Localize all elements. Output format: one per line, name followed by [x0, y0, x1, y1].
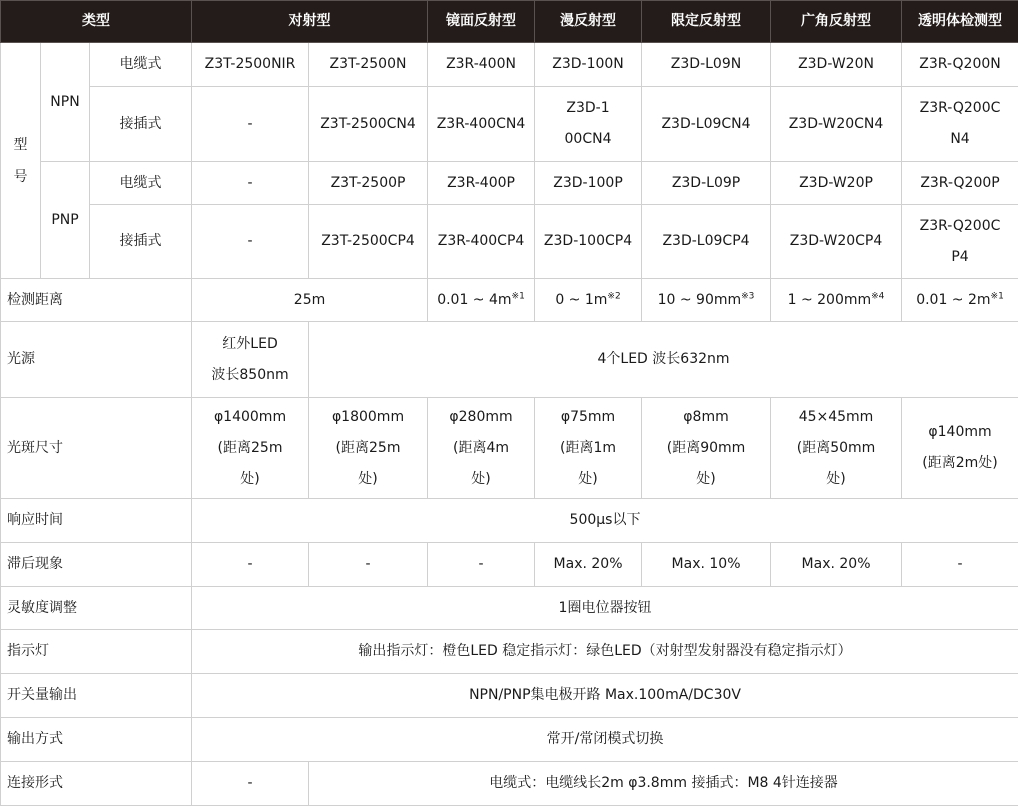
- footnote-mark: ※3: [741, 291, 754, 301]
- cell-line: 处): [240, 471, 259, 487]
- table-cell: [642, 398, 771, 499]
- table-row: [1, 674, 1018, 718]
- table-cell: -: [309, 543, 428, 587]
- table-cell: 常开/常闭模式切换: [192, 718, 1018, 762]
- cell-line: (距离50mm: [797, 440, 876, 456]
- table-cell: Z3R-400P: [428, 162, 535, 205]
- header-row: [1, 1, 1018, 43]
- header-retro: 镜面反射型: [428, 1, 535, 43]
- cell-line: (距离90mm: [667, 440, 746, 456]
- table-cell: -: [428, 543, 535, 587]
- cell-line: φ1400mm: [214, 409, 286, 425]
- cell-line: Z3R-Q200CP4: [916, 211, 1004, 273]
- table-cell: Z3R-400N: [428, 43, 535, 87]
- pnp-plug-label: 接插式: [90, 205, 192, 279]
- table-cell: [428, 279, 535, 322]
- pnp-cable-label: 电缆式: [90, 162, 192, 205]
- table-cell: NPN/PNP集电极开路 Max.100mA/DC30V: [192, 674, 1018, 718]
- table-cell: -: [192, 162, 309, 205]
- spot-size-label: 光斑尺寸: [1, 398, 192, 499]
- cell-text: 10 ~ 90mm: [658, 292, 742, 308]
- header-limited: 限定反射型: [642, 1, 771, 43]
- table-cell: Z3R-Q200P: [902, 162, 1018, 205]
- header-wide: 广角反射型: [771, 1, 902, 43]
- table-cell: -: [902, 543, 1018, 587]
- cell-line: φ140mm: [928, 424, 991, 440]
- table-cell: Z3T-2500N: [309, 43, 428, 87]
- table-cell: Z3D-W20CN4: [771, 87, 902, 162]
- connection-label: 连接形式: [1, 762, 192, 806]
- cell-line: 处): [826, 471, 845, 487]
- table-cell: Z3D-W20CP4: [771, 205, 902, 279]
- table-row: [1, 543, 1018, 587]
- cell-line: Z3R-Q200CN4: [916, 93, 1004, 155]
- table-cell: -: [192, 87, 309, 162]
- cell-line: (距离2m处): [922, 455, 997, 471]
- table-row: [1, 398, 1018, 499]
- table-cell: Max. 20%: [535, 543, 642, 587]
- table-row: [1, 762, 1018, 806]
- model-label: [1, 43, 41, 279]
- pnp-label: PNP: [41, 162, 90, 279]
- model-label-char-2: 号: [14, 169, 28, 185]
- table-row: [1, 718, 1018, 762]
- table-cell: 电缆式：电缆线长2m φ3.8mm 接插式：M8 4针连接器: [309, 762, 1018, 806]
- table-cell: [771, 398, 902, 499]
- table-cell: 输出指示灯：橙色LED 稳定指示灯：绿色LED（对射型发射器没有稳定指示灯）: [192, 630, 1018, 674]
- table-cell: Z3D-L09CP4: [642, 205, 771, 279]
- cell-line: 处): [471, 471, 490, 487]
- cell-line: 红外LED: [222, 336, 277, 352]
- cell-line: φ280mm: [449, 409, 512, 425]
- header-transparent: 透明体检测型: [902, 1, 1018, 43]
- npn-plug-label: 接插式: [90, 87, 192, 162]
- table-cell: -: [192, 205, 309, 279]
- table-row: [1, 43, 1018, 87]
- table-cell: Z3D-L09P: [642, 162, 771, 205]
- table-cell: [428, 398, 535, 499]
- table-cell: Z3D-W20P: [771, 162, 902, 205]
- table-row: [1, 87, 1018, 162]
- distance-label: 检测距离: [1, 279, 192, 322]
- cell-line: 处): [696, 471, 715, 487]
- table-row: [1, 205, 1018, 279]
- npn-label: NPN: [41, 43, 90, 162]
- table-cell: Z3T-2500CP4: [309, 205, 428, 279]
- footnote-mark: ※1: [512, 291, 525, 301]
- cell-line: 45×45mm: [799, 409, 874, 425]
- table-cell: Z3T-2500NIR: [192, 43, 309, 87]
- table-row: [1, 162, 1018, 205]
- switch-output-label: 开关量输出: [1, 674, 192, 718]
- table-cell: [771, 279, 902, 322]
- table-cell: 500μs以下: [192, 499, 1018, 543]
- table-cell: Z3R-400CP4: [428, 205, 535, 279]
- header-type: 类型: [1, 1, 192, 43]
- cell-text: 0.01 ~ 4m: [437, 292, 511, 308]
- table-row: [1, 630, 1018, 674]
- cell-line: (距离1m: [560, 440, 616, 456]
- cell-line: φ75mm: [561, 409, 615, 425]
- table-row: [1, 279, 1018, 322]
- table-cell: [535, 279, 642, 322]
- table-cell: Max. 10%: [642, 543, 771, 587]
- table-cell: Z3D-100P: [535, 162, 642, 205]
- table-cell: Z3D-100CP4: [535, 205, 642, 279]
- hysteresis-label: 滞后现象: [1, 543, 192, 587]
- indicator-label: 指示灯: [1, 630, 192, 674]
- table-cell: [642, 279, 771, 322]
- cell-line: Z3D-100CN4: [562, 93, 614, 155]
- response-time-label: 响应时间: [1, 499, 192, 543]
- table-cell: 1圈电位器按钮: [192, 587, 1018, 630]
- table-cell: 4个LED 波长632nm: [309, 322, 1018, 398]
- npn-cable-label: 电缆式: [90, 43, 192, 87]
- table-cell: Z3D-W20N: [771, 43, 902, 87]
- table-cell: Max. 20%: [771, 543, 902, 587]
- table-cell: [192, 322, 309, 398]
- cell-line: 处): [578, 471, 597, 487]
- cell-line: (距离25m: [336, 440, 401, 456]
- table-cell: Z3T-2500CN4: [309, 87, 428, 162]
- table-cell: Z3D-100N: [535, 43, 642, 87]
- cell-line: φ8mm: [683, 409, 728, 425]
- footnote-mark: ※2: [607, 291, 620, 301]
- table-cell: [309, 398, 428, 499]
- footnote-mark: ※4: [871, 291, 884, 301]
- header-thru-beam: 对射型: [192, 1, 428, 43]
- cell-text: 0.01 ~ 2m: [916, 292, 990, 308]
- cell-line: (距离25m: [218, 440, 283, 456]
- table-row: [1, 587, 1018, 630]
- table-cell: [902, 279, 1018, 322]
- cell-line: φ1800mm: [332, 409, 404, 425]
- light-source-label: 光源: [1, 322, 192, 398]
- cell-text: 1 ~ 200mm: [788, 292, 872, 308]
- table-cell: [535, 87, 642, 162]
- table-cell: [902, 87, 1018, 162]
- table-cell: 25m: [192, 279, 428, 322]
- cell-line: 处): [358, 471, 377, 487]
- table-cell: Z3D-L09CN4: [642, 87, 771, 162]
- table-cell: Z3T-2500P: [309, 162, 428, 205]
- table-row: [1, 499, 1018, 543]
- header-diffuse: 漫反射型: [535, 1, 642, 43]
- cell-text: 0 ~ 1m: [555, 292, 607, 308]
- table-row: [1, 322, 1018, 398]
- cell-line: 波长850nm: [211, 367, 288, 383]
- table-cell: [902, 205, 1018, 279]
- output-mode-label: 输出方式: [1, 718, 192, 762]
- cell-line: (距离4m: [453, 440, 509, 456]
- table-cell: Z3D-L09N: [642, 43, 771, 87]
- table-cell: [902, 398, 1018, 499]
- model-label-char-1: 型: [14, 137, 28, 153]
- table-cell: Z3R-Q200N: [902, 43, 1018, 87]
- table-cell: -: [192, 762, 309, 806]
- sensitivity-label: 灵敏度调整: [1, 587, 192, 630]
- footnote-mark: ※1: [991, 291, 1004, 301]
- table-cell: [535, 398, 642, 499]
- table-cell: Z3R-400CN4: [428, 87, 535, 162]
- table-cell: -: [192, 543, 309, 587]
- table-cell: [192, 398, 309, 499]
